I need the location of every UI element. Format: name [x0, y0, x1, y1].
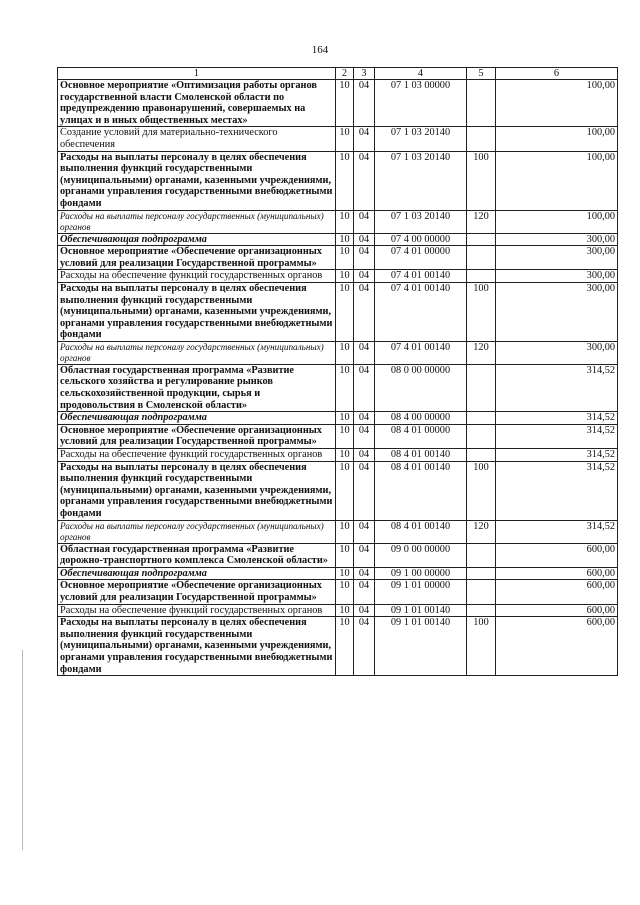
row-target-code-cell: 09 0 00 00000: [375, 543, 467, 567]
row-expense-type-cell: 100: [467, 282, 496, 341]
row-target-code-cell: 08 4 00 00000: [375, 412, 467, 425]
row-amount-cell: 314,52: [496, 449, 618, 462]
table-row: [58, 246, 618, 270]
row-subsection-cell: 04: [354, 210, 375, 233]
table-row: [58, 127, 618, 151]
row-section-cell: 10: [336, 364, 354, 411]
row-target-code-cell: 07 4 01 00140: [375, 341, 467, 364]
row-subsection-cell: 04: [354, 80, 375, 127]
row-amount-cell: 300,00: [496, 246, 618, 270]
row-subsection-cell: 04: [354, 364, 375, 411]
row-target-code-cell: 07 4 01 00000: [375, 246, 467, 270]
row-amount-cell: 600,00: [496, 543, 618, 567]
row-target-code-cell: 09 1 01 00140: [375, 604, 467, 617]
row-expense-type-cell: [467, 412, 496, 425]
row-amount-cell: 100,00: [496, 151, 618, 210]
table-row: [58, 233, 618, 246]
row-section-cell: 10: [336, 80, 354, 127]
row-name-cell: Расходы на выплаты персоналу в целях обеспечения выполнения функций государственными (муниципальными) органами, казенными учреждениями, органами управления государственными внебюджетными фондами: [58, 617, 336, 676]
header-col-4: 4: [375, 68, 467, 80]
header-col-1: 1: [58, 68, 336, 80]
table-row: [58, 412, 618, 425]
row-target-code-cell: 07 4 00 00000: [375, 233, 467, 246]
row-section-cell: 10: [336, 151, 354, 210]
table-row: [58, 461, 618, 520]
row-amount-cell: 314,52: [496, 424, 618, 448]
table-row: [58, 617, 618, 676]
row-amount-cell: 600,00: [496, 567, 618, 580]
row-target-code-cell: 07 4 01 00140: [375, 282, 467, 341]
table-row: [58, 567, 618, 580]
row-name-cell: Обеспечивающая подпрограмма: [58, 233, 336, 246]
row-amount-cell: 100,00: [496, 80, 618, 127]
row-section-cell: 10: [336, 543, 354, 567]
row-name-cell: Создание условий для материально-технического обеспечения: [58, 127, 336, 151]
row-section-cell: 10: [336, 520, 354, 543]
row-name-cell: Основное мероприятие «Оптимизация работы органов государственной власти Смоленской области по предупреждению правонарушений, совершаемых на улицах и в иных общественных местах»: [58, 80, 336, 127]
row-name-cell: Расходы на выплаты персоналу государственных (муниципальных) органов: [58, 341, 336, 364]
row-amount-cell: 600,00: [496, 604, 618, 617]
budget-table: [57, 67, 618, 676]
row-name-cell: Расходы на выплаты персоналу государственных (муниципальных) органов: [58, 210, 336, 233]
row-expense-type-cell: 120: [467, 520, 496, 543]
row-target-code-cell: 07 1 03 00000: [375, 80, 467, 127]
row-target-code-cell: 07 1 03 20140: [375, 151, 467, 210]
table-row: [58, 520, 618, 543]
row-expense-type-cell: [467, 364, 496, 411]
row-expense-type-cell: [467, 604, 496, 617]
table-row: [58, 364, 618, 411]
row-amount-cell: 600,00: [496, 580, 618, 604]
row-subsection-cell: 04: [354, 449, 375, 462]
row-expense-type-cell: 120: [467, 341, 496, 364]
row-section-cell: 10: [336, 412, 354, 425]
row-expense-type-cell: [467, 449, 496, 462]
row-name-cell: Расходы на обеспечение функций государственных органов: [58, 270, 336, 283]
row-amount-cell: 300,00: [496, 341, 618, 364]
row-amount-cell: 600,00: [496, 617, 618, 676]
row-expense-type-cell: [467, 580, 496, 604]
row-section-cell: 10: [336, 580, 354, 604]
row-target-code-cell: 09 1 00 00000: [375, 567, 467, 580]
row-amount-cell: 100,00: [496, 210, 618, 233]
row-section-cell: 10: [336, 282, 354, 341]
table-body: [58, 68, 618, 676]
row-subsection-cell: 04: [354, 412, 375, 425]
row-subsection-cell: 04: [354, 246, 375, 270]
row-expense-type-cell: [467, 127, 496, 151]
row-name-cell: Областная государственная программа «Развитие дорожно-транспортного комплекса Смоленской области»: [58, 543, 336, 567]
table-row: [58, 604, 618, 617]
row-name-cell: Основное мероприятие «Обеспечение организационных условий для реализации Государственной программы»: [58, 246, 336, 270]
row-section-cell: 10: [336, 461, 354, 520]
row-expense-type-cell: 100: [467, 461, 496, 520]
table-row: [58, 282, 618, 341]
row-name-cell: Расходы на выплаты персоналу государственных (муниципальных) органов: [58, 520, 336, 543]
row-subsection-cell: 04: [354, 461, 375, 520]
table-row: [58, 270, 618, 283]
row-section-cell: 10: [336, 127, 354, 151]
row-expense-type-cell: 100: [467, 151, 496, 210]
header-col-5: 5: [467, 68, 496, 80]
scan-margin-line: [22, 650, 23, 850]
table-header-row: [58, 68, 618, 80]
row-expense-type-cell: [467, 80, 496, 127]
row-target-code-cell: 08 4 01 00140: [375, 449, 467, 462]
row-target-code-cell: 07 1 03 20140: [375, 127, 467, 151]
table-row: [58, 580, 618, 604]
row-expense-type-cell: [467, 567, 496, 580]
row-subsection-cell: 04: [354, 282, 375, 341]
row-target-code-cell: 07 4 01 00140: [375, 270, 467, 283]
row-subsection-cell: 04: [354, 233, 375, 246]
table-row: [58, 210, 618, 233]
row-subsection-cell: 04: [354, 341, 375, 364]
row-expense-type-cell: [467, 543, 496, 567]
table-row: [58, 151, 618, 210]
row-expense-type-cell: 100: [467, 617, 496, 676]
row-expense-type-cell: [467, 270, 496, 283]
row-section-cell: 10: [336, 449, 354, 462]
row-section-cell: 10: [336, 341, 354, 364]
row-subsection-cell: 04: [354, 270, 375, 283]
row-section-cell: 10: [336, 617, 354, 676]
table-row: [58, 449, 618, 462]
row-amount-cell: 314,52: [496, 412, 618, 425]
row-section-cell: 10: [336, 246, 354, 270]
row-amount-cell: 300,00: [496, 282, 618, 341]
row-name-cell: Расходы на выплаты персоналу в целях обеспечения выполнения функций государственными (муниципальными) органами, казенными учреждениями, органами управления государственными внебюджетными фондами: [58, 282, 336, 341]
row-amount-cell: 300,00: [496, 270, 618, 283]
row-name-cell: Обеспечивающая подпрограмма: [58, 412, 336, 425]
row-subsection-cell: 04: [354, 617, 375, 676]
table-row: [58, 341, 618, 364]
row-subsection-cell: 04: [354, 127, 375, 151]
row-subsection-cell: 04: [354, 424, 375, 448]
row-target-code-cell: 08 0 00 00000: [375, 364, 467, 411]
row-expense-type-cell: [467, 424, 496, 448]
row-subsection-cell: 04: [354, 567, 375, 580]
row-name-cell: Расходы на обеспечение функций государственных органов: [58, 604, 336, 617]
row-name-cell: Расходы на обеспечение функций государственных органов: [58, 449, 336, 462]
row-name-cell: Основное мероприятие «Обеспечение организационных условий для реализации Государственной программы»: [58, 580, 336, 604]
row-subsection-cell: 04: [354, 604, 375, 617]
table-row: [58, 543, 618, 567]
row-amount-cell: 300,00: [496, 233, 618, 246]
row-section-cell: 10: [336, 567, 354, 580]
row-amount-cell: 100,00: [496, 127, 618, 151]
row-target-code-cell: 08 4 01 00140: [375, 461, 467, 520]
row-name-cell: Областная государственная программа «Развитие сельского хозяйства и регулирование рынков сельскохозяйственной продукции, сырья и продовольствия в Смоленской области»: [58, 364, 336, 411]
row-section-cell: 10: [336, 210, 354, 233]
row-amount-cell: 314,52: [496, 520, 618, 543]
header-col-3: 3: [354, 68, 375, 80]
row-name-cell: Расходы на выплаты персоналу в целях обеспечения выполнения функций государственными (муниципальными) органами, казенными учреждениями, органами управления государственными внебюджетными фондами: [58, 461, 336, 520]
table-row: [58, 424, 618, 448]
header-col-6: 6: [496, 68, 618, 80]
row-section-cell: 10: [336, 604, 354, 617]
row-subsection-cell: 04: [354, 520, 375, 543]
row-target-code-cell: 08 4 01 00000: [375, 424, 467, 448]
header-col-2: 2: [336, 68, 354, 80]
row-expense-type-cell: 120: [467, 210, 496, 233]
row-name-cell: Основное мероприятие «Обеспечение организационных условий для реализации Государственной программы»: [58, 424, 336, 448]
row-subsection-cell: 04: [354, 151, 375, 210]
row-section-cell: 10: [336, 270, 354, 283]
row-amount-cell: 314,52: [496, 461, 618, 520]
row-section-cell: 10: [336, 233, 354, 246]
page-number: 164: [311, 44, 329, 56]
row-target-code-cell: 07 1 03 20140: [375, 210, 467, 233]
row-subsection-cell: 04: [354, 580, 375, 604]
row-name-cell: Расходы на выплаты персоналу в целях обеспечения выполнения функций государственными (муниципальными) органами, казенными учреждениями, органами управления государственными внебюджетными фондами: [58, 151, 336, 210]
row-expense-type-cell: [467, 233, 496, 246]
table-row: [58, 80, 618, 127]
row-name-cell: Обеспечивающая подпрограмма: [58, 567, 336, 580]
row-target-code-cell: 08 4 01 00140: [375, 520, 467, 543]
row-target-code-cell: 09 1 01 00000: [375, 580, 467, 604]
row-amount-cell: 314,52: [496, 364, 618, 411]
row-expense-type-cell: [467, 246, 496, 270]
row-section-cell: 10: [336, 424, 354, 448]
row-target-code-cell: 09 1 01 00140: [375, 617, 467, 676]
row-subsection-cell: 04: [354, 543, 375, 567]
